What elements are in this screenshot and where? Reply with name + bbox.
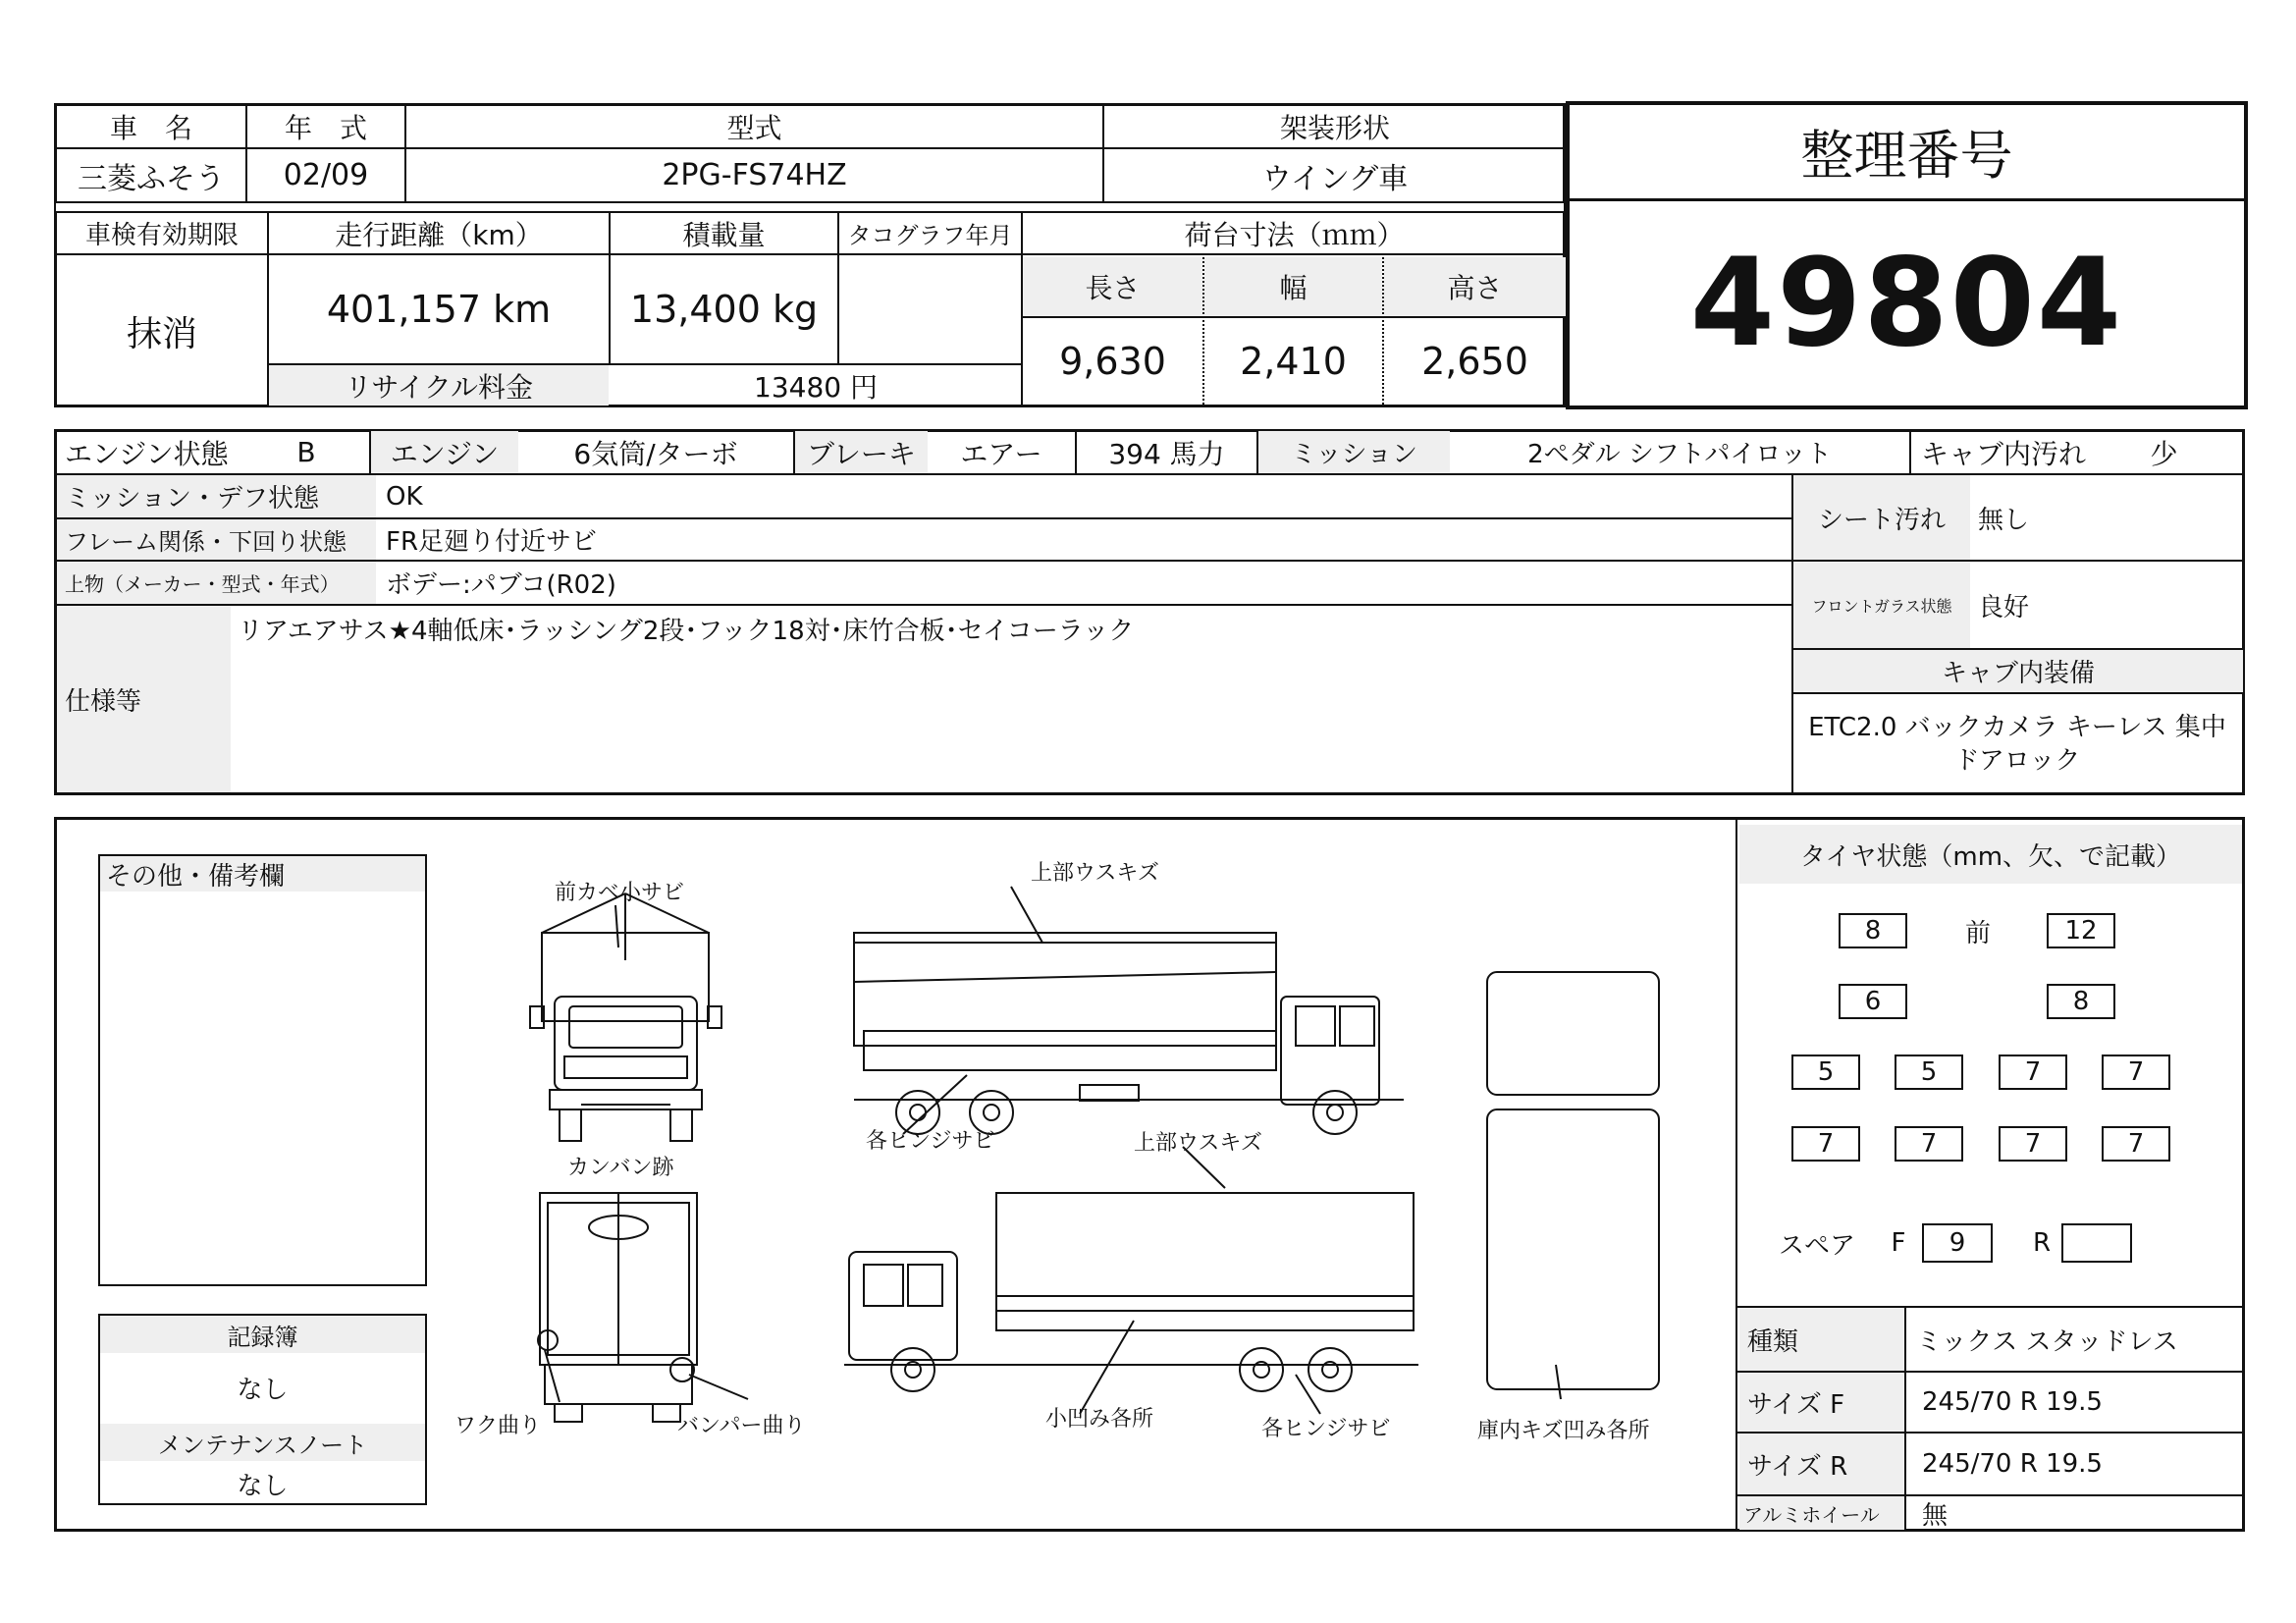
- tire-row4-2: 7: [1895, 1126, 1963, 1162]
- body: ボデー:パブコ(R02): [386, 570, 616, 600]
- annotation-hinge-rust-1: 各ヒンジサビ: [866, 1129, 995, 1154]
- spare-r-label: R: [2032, 1228, 2052, 1258]
- capacity-label: 積載量: [682, 218, 766, 251]
- mission-label: ミッション: [1258, 431, 1450, 473]
- spare-label: スペア: [1779, 1230, 1856, 1261]
- annotation-top-scratch-2: 上部ウスキズ: [1134, 1131, 1262, 1156]
- body-label: 上物（メーカー・型式・年式）: [57, 562, 376, 604]
- annotation-frame-bend: ワク曲り: [454, 1414, 542, 1438]
- spare-r-value: [2061, 1223, 2132, 1263]
- cargo-floor-plan-icon: [1487, 972, 1659, 1389]
- tire-row2-right: 8: [2047, 984, 2115, 1019]
- truck-front-view-icon: [530, 893, 721, 1141]
- tire-row4-4: 7: [2102, 1126, 2170, 1162]
- length-label: 長さ: [1023, 257, 1202, 316]
- year: 02/09: [283, 158, 369, 192]
- size-r: 245/70 R 19.5: [1922, 1449, 2103, 1479]
- diff: OK: [386, 481, 423, 512]
- frame: FR足廻り付近サビ: [386, 527, 598, 557]
- tire-row2-left: 6: [1839, 984, 1907, 1019]
- body-type-label: 架装形状: [1279, 111, 1390, 144]
- tire-title: タイヤ状態（mm、欠、で記載）: [1739, 825, 2242, 884]
- model: 2PG-FS74HZ: [662, 158, 847, 192]
- car-name: 三菱ふそう: [78, 161, 225, 196]
- record-value: なし: [237, 1375, 289, 1405]
- reference-number: 49804: [1689, 233, 2124, 374]
- annotation-interior-damage: 庫内キズ凹み各所: [1477, 1419, 1650, 1443]
- spec-label: 仕様等: [57, 606, 231, 792]
- maintenance-label: メンテナンスノート: [100, 1424, 425, 1461]
- spec: リアエアサス★4軸低床･ラッシング2段･フック18対･床竹合板･セイコーラック: [238, 617, 1135, 646]
- glass-label: フロントガラス状態: [1793, 562, 1970, 648]
- engine-state: B: [296, 436, 316, 468]
- remarks-box: [98, 854, 427, 1286]
- inspection-label: 車検有効期限: [84, 221, 239, 250]
- engine: 6気筒/ターボ: [573, 437, 738, 470]
- height-label: 高さ: [1384, 257, 1566, 316]
- mileage-label: 走行距離（km）: [335, 218, 543, 251]
- spare-f-label: F: [1891, 1228, 1906, 1258]
- year-label: 年 式: [284, 111, 367, 144]
- body-type: ウイング車: [1261, 161, 1409, 196]
- tire-type: ミックス スタッドレス: [1916, 1326, 2178, 1357]
- size-f: 245/70 R 19.5: [1922, 1387, 2103, 1417]
- height-value: 2,650: [1421, 340, 1528, 383]
- car-name-label: 車 名: [109, 111, 192, 144]
- seat: 無し: [1978, 505, 2030, 535]
- seat-label: シート汚れ: [1793, 475, 1970, 560]
- tire-front-label: 前: [1964, 918, 1991, 948]
- mileage-value: 401,157 km: [326, 288, 552, 331]
- record-label: 記録簿: [100, 1316, 425, 1353]
- engine-label: エンジン: [371, 431, 518, 473]
- reference-label: 整理番号: [1800, 125, 2013, 187]
- width-value: 2,410: [1240, 340, 1347, 383]
- tire-front-right: 12: [2047, 913, 2115, 948]
- tire-row3-2: 5: [1895, 1055, 1963, 1090]
- cab-equip: ETC2.0 バックカメラ キーレス 集中ドアロック: [1808, 712, 2226, 776]
- tire-front-left: 8: [1839, 913, 1907, 948]
- tire-row4-1: 7: [1791, 1126, 1860, 1162]
- remarks-label: その他・備考欄: [100, 856, 425, 892]
- brake: エアー: [960, 437, 1042, 470]
- tire-type-label: 種類: [1739, 1308, 1904, 1371]
- tire-row3-3: 7: [1999, 1055, 2067, 1090]
- tire-row3-4: 7: [2102, 1055, 2170, 1090]
- spare-f-value: 9: [1922, 1223, 1993, 1263]
- cab-dirt-label: キャブ内汚れ: [1921, 437, 2087, 470]
- annotation-signboard-mark: カンバン跡: [567, 1156, 674, 1180]
- annotation-front-wall-rust: 前カベ小サビ: [555, 881, 685, 905]
- frame-label: フレーム関係・下回り状態: [57, 519, 376, 560]
- inspection-value: 抹消: [126, 314, 197, 354]
- truck-left-side-icon: [844, 1193, 1418, 1391]
- tire-row3-1: 5: [1791, 1055, 1860, 1090]
- capacity-value: 13,400 kg: [629, 288, 819, 331]
- cab-equip-label: キャブ内装備: [1793, 650, 2243, 692]
- alloy: 無: [1922, 1500, 1949, 1531]
- recycle-label: リサイクル料金: [269, 365, 609, 406]
- annotation-small-dents: 小凹み各所: [1045, 1407, 1154, 1432]
- maintenance-value: なし: [237, 1471, 289, 1501]
- width-label: 幅: [1204, 257, 1382, 316]
- alloy-label: アルミホイール: [1739, 1496, 1904, 1530]
- size-f-label: サイズ F: [1739, 1373, 1904, 1432]
- annotation-bumper-bend: バンパー曲り: [677, 1414, 806, 1438]
- engine-state-label: エンジン状態: [65, 437, 229, 470]
- diff-label: ミッション・デフ状態: [57, 475, 376, 517]
- model-label: 型式: [726, 111, 782, 144]
- tachograph-value: [839, 255, 1021, 363]
- mission: 2ペダル シフトパイロット: [1527, 440, 1832, 469]
- recycle-value: 13480 円: [754, 370, 878, 404]
- cargo-size-label: 荷台寸法（ｍｍ）: [1184, 218, 1405, 251]
- annotation-hinge-rust-2: 各ヒンジサビ: [1261, 1417, 1391, 1441]
- length-value: 9,630: [1059, 340, 1166, 383]
- glass: 良好: [1978, 592, 2030, 622]
- brake-label: ブレーキ: [795, 431, 928, 473]
- size-r-label: サイズ R: [1739, 1434, 1904, 1494]
- horsepower: 394 馬力: [1108, 437, 1225, 470]
- tachograph-label: タコグラフ年月: [847, 222, 1013, 249]
- cab-dirt: 少: [2150, 437, 2178, 470]
- tire-row4-3: 7: [1999, 1126, 2067, 1162]
- annotation-top-scratch-1: 上部ウスキズ: [1031, 861, 1159, 886]
- truck-rear-view-icon: [538, 1193, 697, 1422]
